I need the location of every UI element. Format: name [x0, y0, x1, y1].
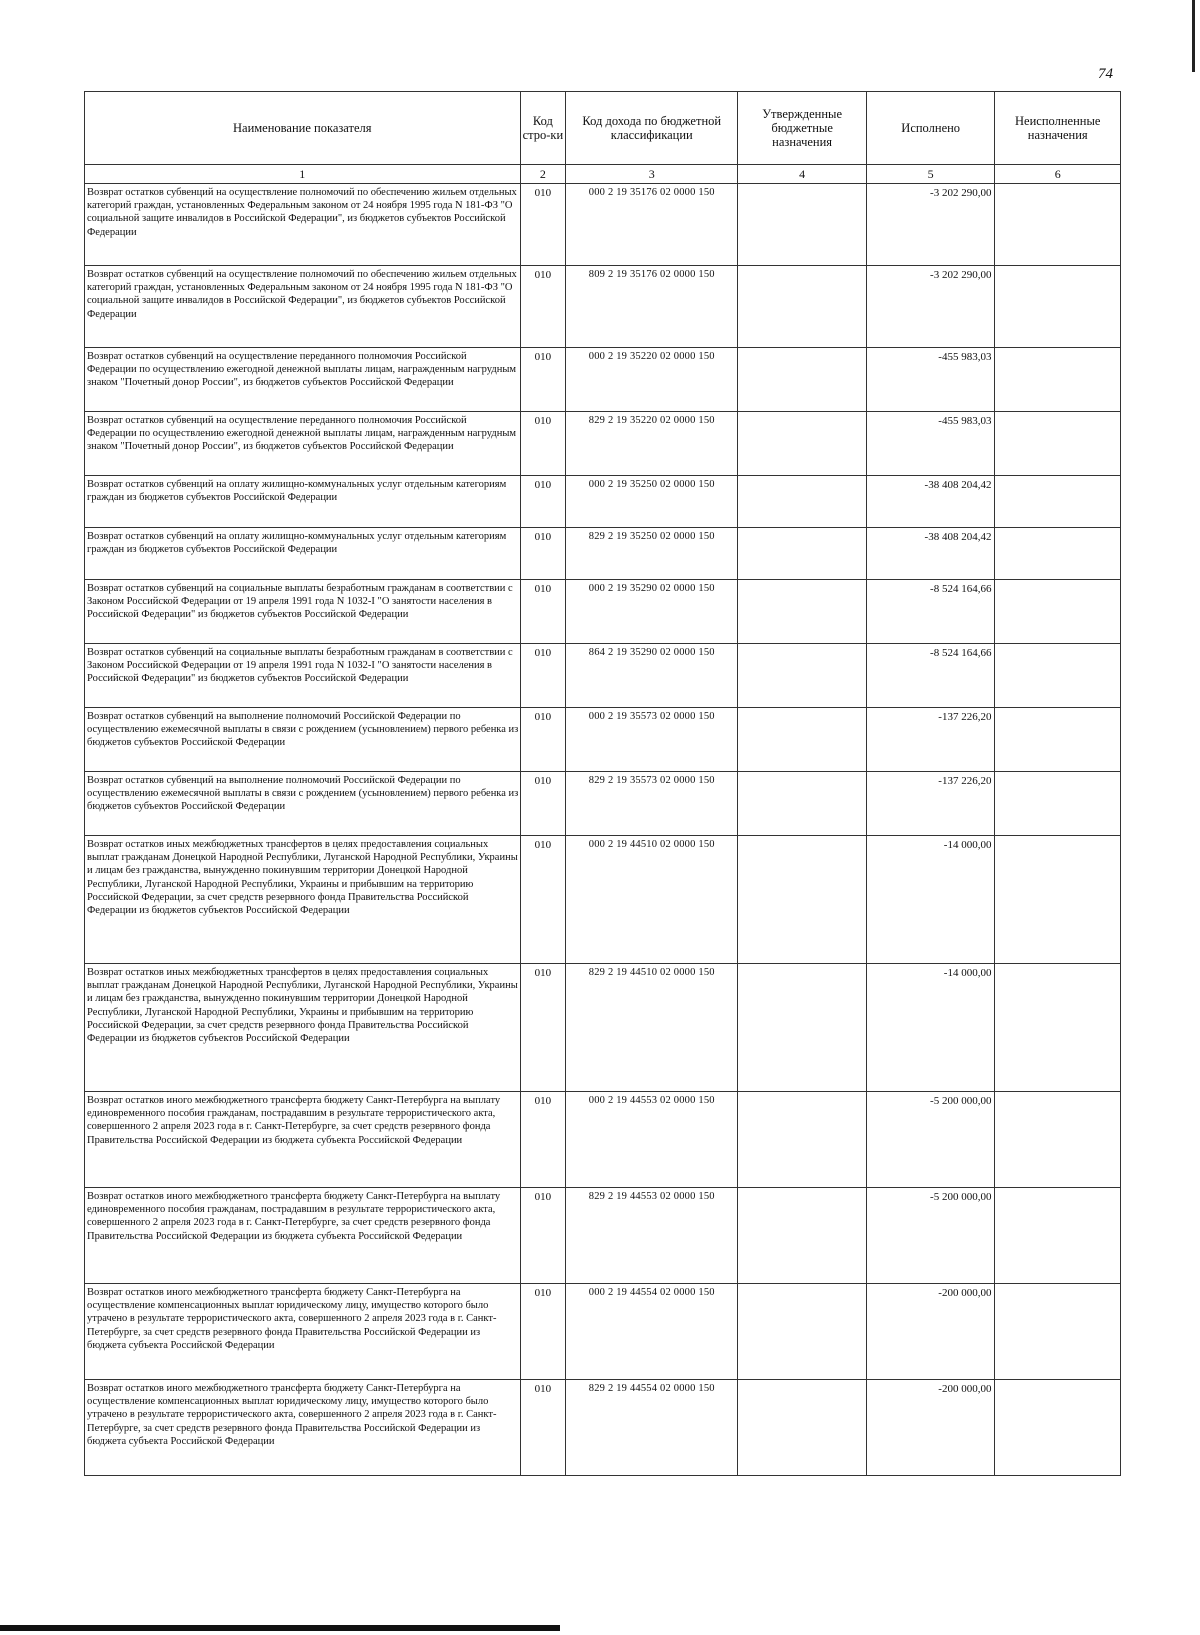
row-unexecuted: [995, 1092, 1121, 1188]
table-row: [85, 1284, 1121, 1380]
row-income-code: 000 2 19 35176 02 0000 150: [566, 184, 738, 266]
row-unexecuted: [995, 964, 1121, 1092]
row-unexecuted: [995, 184, 1121, 266]
table-row: [85, 772, 1121, 836]
row-executed: -38 408 204,42: [866, 476, 995, 528]
row-income-code: 000 2 19 35573 02 0000 150: [566, 708, 738, 772]
row-line-code: 010: [520, 184, 566, 266]
row-name: Возврат остатков субвенций на оплату жилищно-коммунальных услуг отдельным категориям граждан из бюджетов субъектов Российской Федерации: [85, 528, 521, 580]
row-executed: -3 202 290,00: [866, 184, 995, 266]
row-income-code: 000 2 19 35220 02 0000 150: [566, 348, 738, 412]
row-name: Возврат остатков иных межбюджетных трансфертов в целях предоставления социальных выплат гражданам Донецкой Народной Республики, Луганской Народной Республики, Украины и лицам без гражданства, вынужденно покинувшим территории Донецкой Народной Республики, Луганской Народной Республики, Украины и прибывшим на территорию Российской Федерации, за счет средств резервного фонда Правительства Российской Федерации из бюджетов субъектов Российской Федерации: [85, 964, 521, 1092]
column-number: 4: [738, 165, 867, 184]
table-row: [85, 1380, 1121, 1476]
row-approved: [738, 1188, 867, 1284]
table-row: [85, 580, 1121, 644]
header-indicator-name: Наименование показателя: [85, 92, 521, 165]
row-line-code: 010: [520, 836, 566, 964]
row-income-code: 829 2 19 35573 02 0000 150: [566, 772, 738, 836]
table-row: [85, 708, 1121, 772]
row-income-code: 000 2 19 44554 02 0000 150: [566, 1284, 738, 1380]
row-unexecuted: [995, 1284, 1121, 1380]
header-executed: Исполнено: [866, 92, 995, 165]
table-row: [85, 964, 1121, 1092]
row-income-code: 829 2 19 44510 02 0000 150: [566, 964, 738, 1092]
row-income-code: 000 2 19 44510 02 0000 150: [566, 836, 738, 964]
row-unexecuted: [995, 412, 1121, 476]
column-number: 2: [520, 165, 566, 184]
row-executed: -200 000,00: [866, 1380, 995, 1476]
row-name: Возврат остатков субвенций на осуществление полномочий по обеспечению жильем отдельных категорий граждан, установленных Федеральным законом от 24 ноября 1995 года N 181-ФЗ "О социальной защите инвалидов в Российской Федерации", из бюджетов субъектов Российской Федерации: [85, 184, 521, 266]
row-name: Возврат остатков иного межбюджетного трансферта бюджету Санкт-Петербурга на осуществление компенсационных выплат юридическому лицу, имущество которого было утрачено в результате террористического акта, совершенного 2 апреля 2023 года в г. Санкт-Петербурге, за счет средств резервного фонда Правительства Российской Федерации из бюджета субъекта Российской Федерации: [85, 1380, 521, 1476]
row-approved: [738, 708, 867, 772]
row-name: Возврат остатков субвенций на осуществление полномочий по обеспечению жильем отдельных категорий граждан, установленных Федеральным законом от 24 ноября 1995 года N 181-ФЗ "О социальной защите инвалидов в Российской Федерации", из бюджетов субъектов Российской Федерации: [85, 266, 521, 348]
row-income-code: 809 2 19 35176 02 0000 150: [566, 266, 738, 348]
header-approved: Утвержденные бюджетные назначения: [738, 92, 867, 165]
row-approved: [738, 528, 867, 580]
row-unexecuted: [995, 528, 1121, 580]
row-executed: -137 226,20: [866, 708, 995, 772]
row-line-code: 010: [520, 528, 566, 580]
row-approved: [738, 348, 867, 412]
row-approved: [738, 580, 867, 644]
row-executed: -455 983,03: [866, 412, 995, 476]
row-executed: -8 524 164,66: [866, 644, 995, 708]
row-name: Возврат остатков субвенций на выполнение полномочий Российской Федерации по осуществлению ежемесячной выплаты в связи с рождением (усыновлением) первого ребенка из бюджетов субъектов Российской Федерации: [85, 708, 521, 772]
row-name: Возврат остатков субвенций на осуществление переданного полномочия Российской Федерации по осуществлению ежегодной денежной выплаты лицам, награжденным нагрудным знаком "Почетный донор России", из бюджетов субъектов Российской Федерации: [85, 412, 521, 476]
table-row: [85, 412, 1121, 476]
table-row: [85, 644, 1121, 708]
row-name: Возврат остатков иного межбюджетного трансферта бюджету Санкт-Петербурга на осуществление компенсационных выплат юридическому лицу, имущество которого было утрачено в результате террористического акта, совершенного 2 апреля 2023 года в г. Санкт-Петербурге, за счет средств резервного фонда Правительства Российской Федерации из бюджета субъекта Российской Федерации: [85, 1284, 521, 1380]
row-executed: -14 000,00: [866, 964, 995, 1092]
row-unexecuted: [995, 708, 1121, 772]
row-executed: -455 983,03: [866, 348, 995, 412]
row-approved: [738, 266, 867, 348]
row-executed: -5 200 000,00: [866, 1188, 995, 1284]
row-approved: [738, 836, 867, 964]
row-income-code: 000 2 19 35290 02 0000 150: [566, 580, 738, 644]
row-approved: [738, 1092, 867, 1188]
column-number: 1: [85, 165, 521, 184]
header-unexecuted: Неисполненные назначения: [995, 92, 1121, 165]
column-number-row: [85, 165, 1121, 184]
row-approved: [738, 964, 867, 1092]
row-income-code: 829 2 19 35250 02 0000 150: [566, 528, 738, 580]
row-executed: -3 202 290,00: [866, 266, 995, 348]
row-income-code: 000 2 19 44553 02 0000 150: [566, 1092, 738, 1188]
row-executed: -200 000,00: [866, 1284, 995, 1380]
row-line-code: 010: [520, 476, 566, 528]
row-unexecuted: [995, 772, 1121, 836]
row-name: Возврат остатков иного межбюджетного трансферта бюджету Санкт-Петербурга на выплату единовременного пособия гражданам, пострадавшим в результате террористического акта, совершенного 2 апреля 2023 года в г. Санкт-Петербурге, за счет средств резервного фонда Правительства Российской Федерации из бюджета субъекта Российской Федерации: [85, 1188, 521, 1284]
row-line-code: 010: [520, 348, 566, 412]
row-income-code: 829 2 19 44553 02 0000 150: [566, 1188, 738, 1284]
row-unexecuted: [995, 1380, 1121, 1476]
page-edge-mark: [1192, 0, 1195, 72]
row-unexecuted: [995, 348, 1121, 412]
row-executed: -8 524 164,66: [866, 580, 995, 644]
row-name: Возврат остатков субвенций на осуществление переданного полномочия Российской Федерации по осуществлению ежегодной денежной выплаты лицам, награжденным нагрудным знаком "Почетный донор России", из бюджетов субъектов Российской Федерации: [85, 348, 521, 412]
header-income-code: Код дохода по бюджетной классификации: [566, 92, 738, 165]
budget-report-table: [84, 91, 1121, 1476]
row-name: Возврат остатков субвенций на выполнение полномочий Российской Федерации по осуществлению ежемесячной выплаты в связи с рождением (усыновлением) первого ребенка из бюджетов субъектов Российской Федерации: [85, 772, 521, 836]
row-line-code: 010: [520, 266, 566, 348]
row-unexecuted: [995, 476, 1121, 528]
row-approved: [738, 1284, 867, 1380]
row-approved: [738, 412, 867, 476]
row-line-code: 010: [520, 1380, 566, 1476]
header-line-code: Код стро-ки: [520, 92, 566, 165]
row-unexecuted: [995, 644, 1121, 708]
row-line-code: 010: [520, 644, 566, 708]
table-row: [85, 476, 1121, 528]
column-number: 3: [566, 165, 738, 184]
row-line-code: 010: [520, 1284, 566, 1380]
row-unexecuted: [995, 1188, 1121, 1284]
row-income-code: 864 2 19 35290 02 0000 150: [566, 644, 738, 708]
table-row: [85, 836, 1121, 964]
table-row: [85, 348, 1121, 412]
row-executed: -38 408 204,42: [866, 528, 995, 580]
table-row: [85, 1092, 1121, 1188]
row-approved: [738, 1380, 867, 1476]
row-line-code: 010: [520, 772, 566, 836]
row-name: Возврат остатков субвенций на социальные выплаты безработным гражданам в соответствии с Законом Российской Федерации от 19 апреля 1991 года N 1032-I "О занятости населения в Российской Федерации" из бюджетов субъектов Российской Федерации: [85, 644, 521, 708]
row-name: Возврат остатков субвенций на оплату жилищно-коммунальных услуг отдельным категориям граждан из бюджетов субъектов Российской Федерации: [85, 476, 521, 528]
row-approved: [738, 476, 867, 528]
row-line-code: 010: [520, 964, 566, 1092]
row-name: Возврат остатков субвенций на социальные выплаты безработным гражданам в соответствии с Законом Российской Федерации от 19 апреля 1991 года N 1032-I "О занятости населения в Российской Федерации" из бюджетов субъектов Российской Федерации: [85, 580, 521, 644]
table-row: [85, 266, 1121, 348]
row-name: Возврат остатков иных межбюджетных трансфертов в целях предоставления социальных выплат гражданам Донецкой Народной Республики, Луганской Народной Республики, Украины и лицам без гражданства, вынужденно покинувшим территории Донецкой Народной Республики, Луганской Народной Республики, Украины и прибывшим на территорию Российской Федерации, за счет средств резервного фонда Правительства Российской Федерации из бюджетов субъектов Российской Федерации: [85, 836, 521, 964]
row-unexecuted: [995, 580, 1121, 644]
table-row: [85, 184, 1121, 266]
row-executed: -5 200 000,00: [866, 1092, 995, 1188]
row-executed: -137 226,20: [866, 772, 995, 836]
row-line-code: 010: [520, 708, 566, 772]
row-line-code: 010: [520, 1092, 566, 1188]
header-row: [85, 92, 1121, 165]
row-approved: [738, 644, 867, 708]
row-unexecuted: [995, 266, 1121, 348]
scan-bottom-bar: [0, 1625, 560, 1631]
row-name: Возврат остатков иного межбюджетного трансферта бюджету Санкт-Петербурга на выплату единовременного пособия гражданам, пострадавшим в результате террористического акта, совершенного 2 апреля 2023 года в г. Санкт-Петербурге, за счет средств резервного фонда Правительства Российской Федерации из бюджета субъекта Российской Федерации: [85, 1092, 521, 1188]
row-approved: [738, 184, 867, 266]
table-row: [85, 1188, 1121, 1284]
row-income-code: 000 2 19 35250 02 0000 150: [566, 476, 738, 528]
row-unexecuted: [995, 836, 1121, 964]
row-line-code: 010: [520, 1188, 566, 1284]
page-number: 74: [1098, 66, 1113, 82]
row-line-code: 010: [520, 580, 566, 644]
column-number: 5: [866, 165, 995, 184]
row-income-code: 829 2 19 44554 02 0000 150: [566, 1380, 738, 1476]
row-income-code: 829 2 19 35220 02 0000 150: [566, 412, 738, 476]
row-executed: -14 000,00: [866, 836, 995, 964]
row-approved: [738, 772, 867, 836]
column-number: 6: [995, 165, 1121, 184]
row-line-code: 010: [520, 412, 566, 476]
table-row: [85, 528, 1121, 580]
